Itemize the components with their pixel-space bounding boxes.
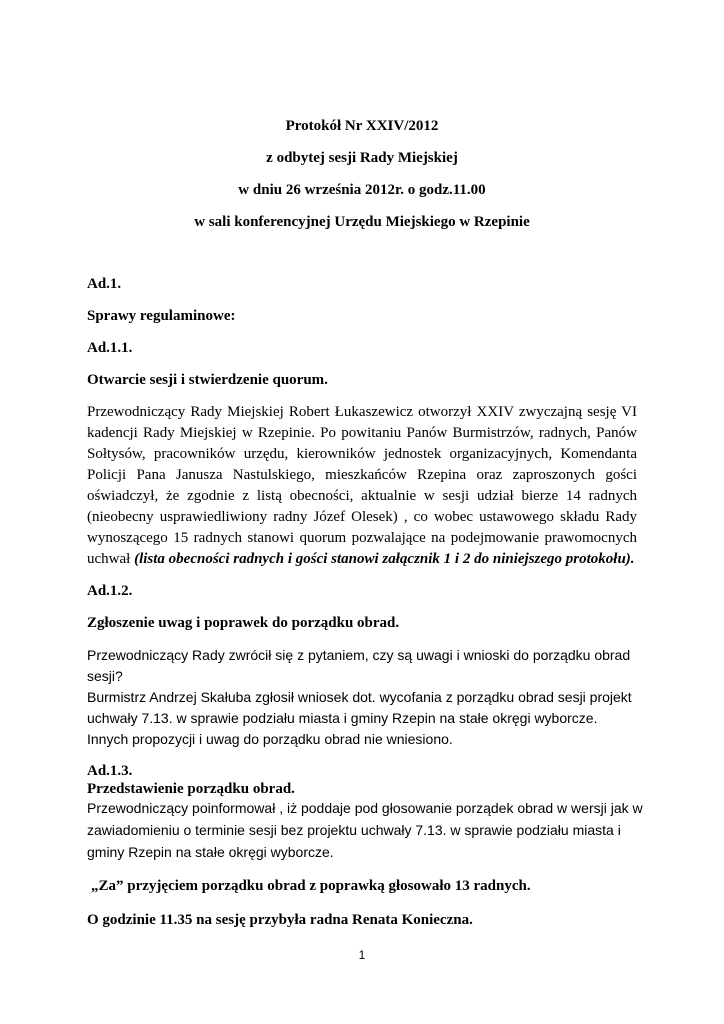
section-1-heading: Sprawy regulaminowe: bbox=[87, 308, 236, 324]
section-1-2-line: Innych propozycji i uwag do porządku obrad nie wniesiono. bbox=[87, 731, 453, 747]
arrival-note: O godzinie 11.35 na sesję przybyła radna Renata Konieczna. bbox=[87, 912, 473, 928]
vote-result: „Za” przyjęciem porządku obrad z poprawką głosowało 13 radnych. bbox=[91, 878, 531, 894]
document-subtitle-date: w dniu 26 września 2012r. o godz.11.00 bbox=[238, 182, 486, 198]
section-1-3-heading: Przedstawienie porządku obrad. bbox=[87, 781, 295, 797]
document-subtitle-location: w sali konferencyjnej Urzędu Miejskiego w Rzepinie bbox=[194, 214, 530, 230]
page-number: 1 bbox=[358, 948, 366, 962]
document-title: Protokół Nr XXIV/2012 bbox=[285, 118, 439, 134]
section-1-1-line: Policji Pana Janusza Nastulskiego, mieszkańców Rzepina oraz zaproszonych gości bbox=[87, 467, 637, 483]
section-1-3-number: Ad.1.3. bbox=[87, 763, 133, 779]
section-1-1-line: wynoszącego 15 radnych stanowi quorum pozwalające na podejmowanie prawomocnych bbox=[87, 530, 637, 546]
section-1-3-line: Przewodniczący poinformował , iż poddaje pod głosowanie porządek obrad w wersji jak w bbox=[87, 800, 643, 816]
section-1-3-line: gminy Rzepin na stałe okręgi wyborcze. bbox=[87, 844, 334, 860]
section-1-2-line: sesji? bbox=[87, 668, 123, 684]
attachment-note: (lista obecności radnych i gości stanowi załącznik 1 i 2 do niniejszego protokołu). bbox=[134, 551, 635, 567]
section-1-2-number: Ad.1.2. bbox=[87, 583, 133, 599]
section-1-1-line: oświadczył, że zgodnie z listą obecności, aktualnie w sesji udział bierze 14 radnych bbox=[87, 488, 637, 504]
section-1-1-line: Przewodniczący Rady Miejskiej Robert Łukaszewicz otworzył XXIV zwyczajną sesję VI bbox=[87, 404, 637, 420]
section-1-1-number: Ad.1.1. bbox=[87, 340, 133, 356]
section-1-number: Ad.1. bbox=[87, 276, 122, 292]
section-1-1-line: (nieobecny usprawiedliwiony radny Józef Olesek) , co wobec ustawowego składu Rady bbox=[87, 509, 637, 525]
section-1-1-line: kadencji Rady Miejskiej w Rzepinie. Po powitaniu Panów Burmistrzów, radnych, Panów bbox=[87, 425, 637, 441]
document-subtitle-session: z odbytej sesji Rady Miejskiej bbox=[266, 150, 458, 166]
section-1-2-line: Przewodniczący Rady zwrócił się z pytaniem, czy są uwagi i wnioski do porządku obrad bbox=[87, 647, 631, 663]
last-line-prefix: uchwał bbox=[87, 551, 135, 567]
section-1-2-line: Burmistrz Andrzej Skałuba zgłosił wniosek dot. wycofania z porządku obrad sesji projekt bbox=[87, 689, 632, 705]
section-1-1-heading: Otwarcie sesji i stwierdzenie quorum. bbox=[87, 372, 328, 388]
section-1-3-line: zawiadomieniu o terminie sesji bez projektu uchwały 7.13. w sprawie podziału miasta i bbox=[87, 822, 621, 838]
section-1-1-last-line bbox=[87, 551, 635, 568]
section-1-2-line: uchwały 7.13. w sprawie podziału miasta i gminy Rzepin na stałe okręgi wyborcze. bbox=[87, 710, 598, 726]
section-1-1-line: Sołtysów, pracowników urzędu, kierowników jednostek organizacyjnych, Komendanta bbox=[87, 446, 637, 462]
section-1-2-heading: Zgłoszenie uwag i poprawek do porządku obrad. bbox=[87, 615, 400, 631]
